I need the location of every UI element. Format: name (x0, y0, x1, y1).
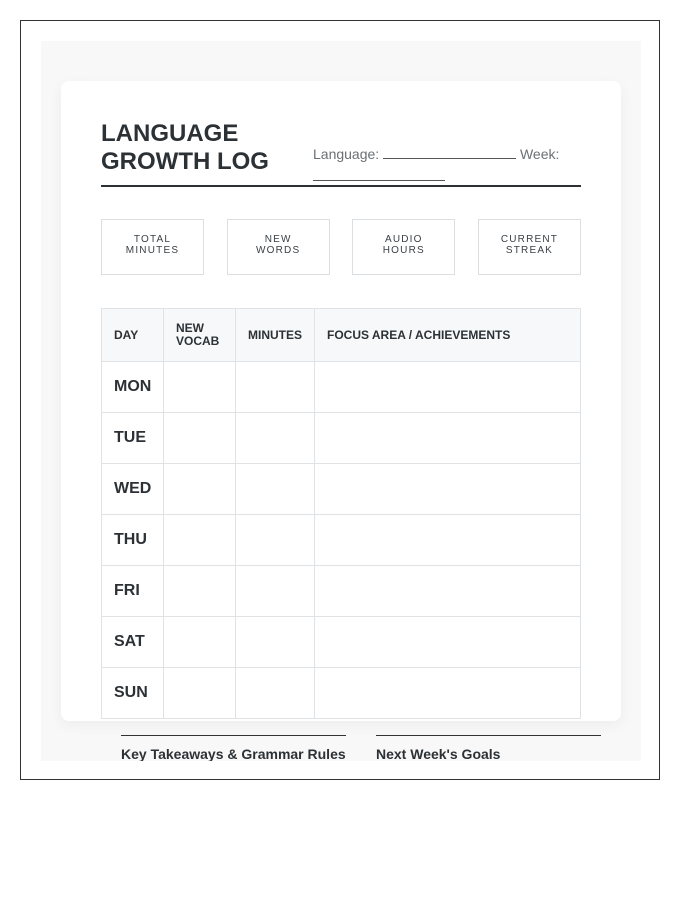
header-day: DAY (102, 309, 164, 362)
section-divider (121, 735, 346, 736)
focus-cell[interactable] (315, 668, 581, 719)
table-row (102, 668, 581, 719)
vocab-cell[interactable] (164, 515, 236, 566)
minutes-cell[interactable] (236, 515, 315, 566)
focus-cell[interactable] (315, 362, 581, 413)
minutes-cell[interactable] (236, 617, 315, 668)
week-field[interactable] (313, 166, 445, 181)
page-title (101, 120, 301, 176)
focus-cell[interactable] (315, 413, 581, 464)
key-takeaways-section[interactable] (121, 735, 346, 761)
key-takeaways-heading: Key Takeaways & Grammar Rules (121, 746, 346, 761)
minutes-cell[interactable] (236, 668, 315, 719)
table-row (102, 566, 581, 617)
header-focus-area: FOCUS AREA / ACHIEVEMENTS (315, 309, 581, 362)
section-divider (376, 735, 601, 736)
next-week-goals-section[interactable] (376, 735, 601, 761)
focus-cell[interactable] (315, 515, 581, 566)
vocab-cell[interactable] (164, 668, 236, 719)
vocab-cell[interactable] (164, 464, 236, 515)
day-cell: SUN (102, 668, 164, 719)
day-cell: MON (102, 362, 164, 413)
stat-label-line1: NEW (264, 234, 292, 245)
stat-label-line2: HOURS (382, 245, 425, 256)
stat-label-line1: AUDIO (384, 234, 423, 245)
title-line-2: GROWTH LOG (101, 148, 269, 175)
vocab-cell[interactable] (164, 617, 236, 668)
focus-cell[interactable] (315, 617, 581, 668)
language-label: Language: (313, 146, 380, 162)
minutes-cell[interactable] (236, 413, 315, 464)
header-minutes: MINUTES (236, 309, 315, 362)
stat-label-line1: TOTAL (133, 234, 172, 245)
table-row (102, 515, 581, 566)
focus-cell[interactable] (315, 566, 581, 617)
title-divider (101, 185, 581, 187)
log-card (61, 81, 621, 721)
stats-row (101, 219, 581, 277)
day-cell: TUE (102, 413, 164, 464)
minutes-cell[interactable] (236, 362, 315, 413)
day-cell: SAT (102, 617, 164, 668)
daily-log-table (101, 308, 581, 719)
title-line-1: LANGUAGE (101, 120, 239, 147)
minutes-cell[interactable] (236, 464, 315, 515)
stat-current-streak[interactable] (478, 219, 581, 275)
stat-audio-hours[interactable] (352, 219, 455, 275)
day-cell: FRI (102, 566, 164, 617)
page-backdrop (41, 41, 641, 761)
table-header-row (102, 309, 581, 362)
focus-cell[interactable] (315, 464, 581, 515)
week-label: Week: (519, 146, 560, 162)
stat-new-words[interactable] (227, 219, 330, 275)
header-new-vocab: NEW VOCAB (164, 309, 236, 362)
day-cell: THU (102, 515, 164, 566)
page-frame (20, 20, 660, 780)
stat-label-line2: MINUTES (125, 245, 180, 256)
language-field[interactable] (383, 144, 516, 159)
vocab-cell[interactable] (164, 413, 236, 464)
stat-label-line2: STREAK (505, 245, 554, 256)
vocab-cell[interactable] (164, 362, 236, 413)
stat-label-line1: CURRENT (500, 234, 559, 245)
stat-total-minutes[interactable] (101, 219, 204, 275)
table-row (102, 362, 581, 413)
stat-label-line2: WORDS (255, 245, 301, 256)
next-week-goals-heading: Next Week's Goals (376, 746, 501, 761)
table-row (102, 617, 581, 668)
table-row (102, 464, 581, 515)
day-cell: WED (102, 464, 164, 515)
vocab-cell[interactable] (164, 566, 236, 617)
meta-fields (313, 143, 573, 187)
minutes-cell[interactable] (236, 566, 315, 617)
table-row (102, 413, 581, 464)
